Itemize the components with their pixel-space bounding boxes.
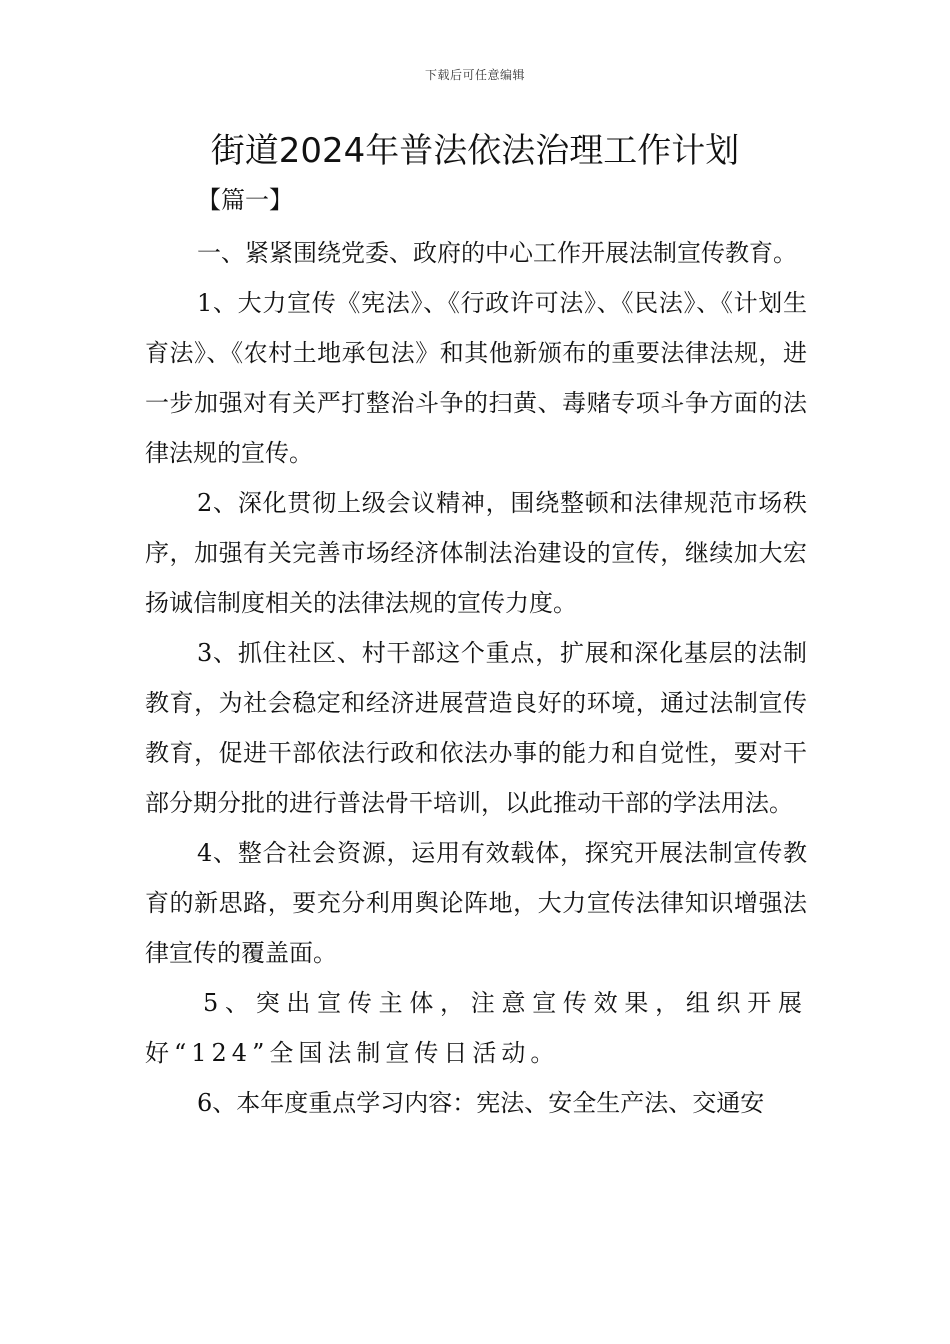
document-title: 街道2024年普法依法治理工作计划 — [210, 131, 740, 171]
paragraph-item-6: 6、本年度重点学习内容：宪法、安全生产法、交通安 — [197, 1089, 765, 1117]
header-note: 下载后可任意编辑 — [424, 68, 525, 82]
section-label: 【篇一】 — [197, 186, 293, 214]
paragraph-item-2: 2、深化贯彻上级会议精神，围绕整顿和法律规范市场秩序，加强有关完善市场经济体制法治建设的宣传，继续加大宏扬诚信制度相关的法律法规的宣传力度。 — [145, 489, 807, 617]
paragraph-item-3: 3、抓住社区、村干部这个重点，扩展和深化基层的法制教育，为社会稳定和经济进展营造良好的环境，通过法制宣传教育，促进干部依法行政和依法办事的能力和自觉性，要对干部分期分批的进行普法骨干培训，以此推动干部的学法用法。 — [145, 639, 807, 817]
paragraph-heading-1: 一、紧紧围绕党委、政府的中心工作开展法制宣传教育。 — [197, 239, 797, 267]
paragraph-item-1: 1、大力宣传《宪法》、《行政许可法》、《民法》、《计划生育法》、《农村土地承包法》和其他新颁布的重要法律法规，进一步加强对有关严打整治斗争的扫黄、毒赌专项斗争方面的法律法规的宣传。 — [145, 289, 807, 467]
paragraph-item-4: 4、整合社会资源，运用有效载体，探究开展法制宣传教育的新思路，要充分利用舆论阵地，大力宣传法律知识增强法律宣传的覆盖面。 — [145, 839, 807, 967]
document-body — [145, 228, 807, 1128]
paragraph-item-5: 5、突出宣传主体，注意宣传效果，组织开展好“124”全国法制宣传日活动。 — [145, 989, 807, 1067]
